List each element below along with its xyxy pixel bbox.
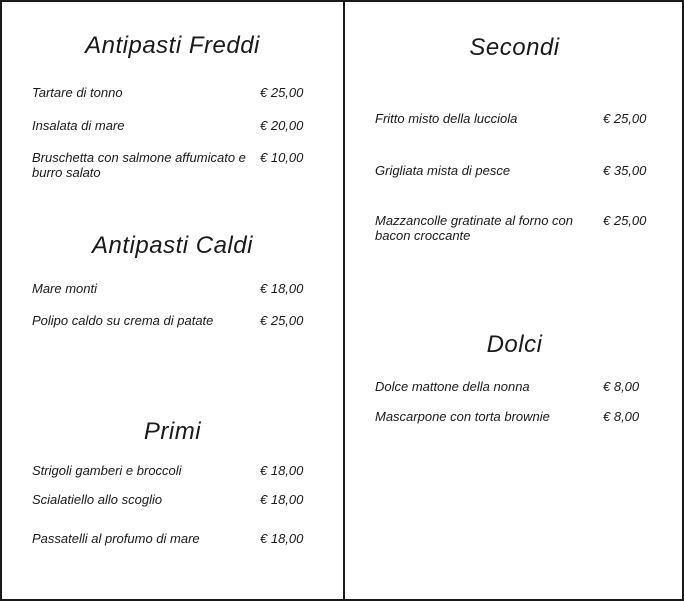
section-title-primi: Primi bbox=[143, 418, 202, 445]
menu-item bbox=[32, 463, 330, 478]
menu-item-name: Strigoli gamberi e broccoli bbox=[32, 463, 182, 478]
menu-item-price: € 35,00 bbox=[603, 163, 647, 178]
menu-item bbox=[32, 150, 330, 180]
menu-item bbox=[375, 213, 673, 243]
menu-item-price: € 18,00 bbox=[260, 463, 304, 478]
menu-item-name: Grigliata mista di pesce bbox=[375, 163, 511, 178]
menu-item bbox=[32, 118, 330, 133]
menu-item bbox=[375, 379, 673, 394]
menu-item bbox=[32, 281, 330, 296]
section-title-secondi: Secondi bbox=[469, 34, 560, 61]
menu-item bbox=[32, 531, 330, 546]
menu-item bbox=[32, 85, 330, 100]
menu-item-name: Tartare di tonno bbox=[32, 85, 123, 100]
menu-item-name: Fritto misto della lucciola bbox=[375, 111, 518, 126]
section-title-antipasti-caldi: Antipasti Caldi bbox=[92, 232, 253, 259]
menu-column-right bbox=[345, 2, 684, 599]
menu-item-price: € 25,00 bbox=[603, 111, 647, 126]
menu-item bbox=[32, 492, 330, 507]
menu-item bbox=[375, 409, 673, 424]
menu-item-price: € 25,00 bbox=[603, 213, 647, 228]
menu-item-price: € 25,00 bbox=[260, 85, 304, 100]
section-title-dolci: Dolci bbox=[486, 331, 543, 358]
menu-item bbox=[375, 163, 673, 178]
menu-item-name: Passatelli al profumo di mare bbox=[32, 531, 200, 546]
menu-item-price: € 25,00 bbox=[260, 313, 304, 328]
menu-item-name: Scialatiello allo scoglio bbox=[32, 492, 163, 507]
menu-item-name: Bruschetta con salmone affumicato e burro salato bbox=[32, 150, 246, 180]
menu-item-name: Dolce mattone della nonna bbox=[375, 379, 530, 394]
menu-item-name: Mascarpone con torta brownie bbox=[375, 409, 550, 424]
menu-item-price: € 18,00 bbox=[260, 531, 304, 546]
menu-item-price: € 10,00 bbox=[260, 150, 304, 165]
menu-item-price: € 8,00 bbox=[603, 379, 640, 394]
menu-item-name: Insalata di mare bbox=[32, 118, 125, 133]
menu-item bbox=[32, 313, 330, 328]
menu-item-name: Mazzancolle gratinate al forno con bacon croccante bbox=[375, 213, 574, 243]
menu-column-left bbox=[2, 2, 343, 599]
menu-item bbox=[375, 111, 673, 126]
menu-item-price: € 18,00 bbox=[260, 281, 304, 296]
menu-item-price: € 18,00 bbox=[260, 492, 304, 507]
menu-item-name: Mare monti bbox=[32, 281, 98, 296]
section-title-antipasti-freddi: Antipasti Freddi bbox=[85, 32, 260, 59]
menu-item-name: Polipo caldo su crema di patate bbox=[32, 313, 214, 328]
menu-item-price: € 20,00 bbox=[260, 118, 304, 133]
menu-item-price: € 8,00 bbox=[603, 409, 640, 424]
